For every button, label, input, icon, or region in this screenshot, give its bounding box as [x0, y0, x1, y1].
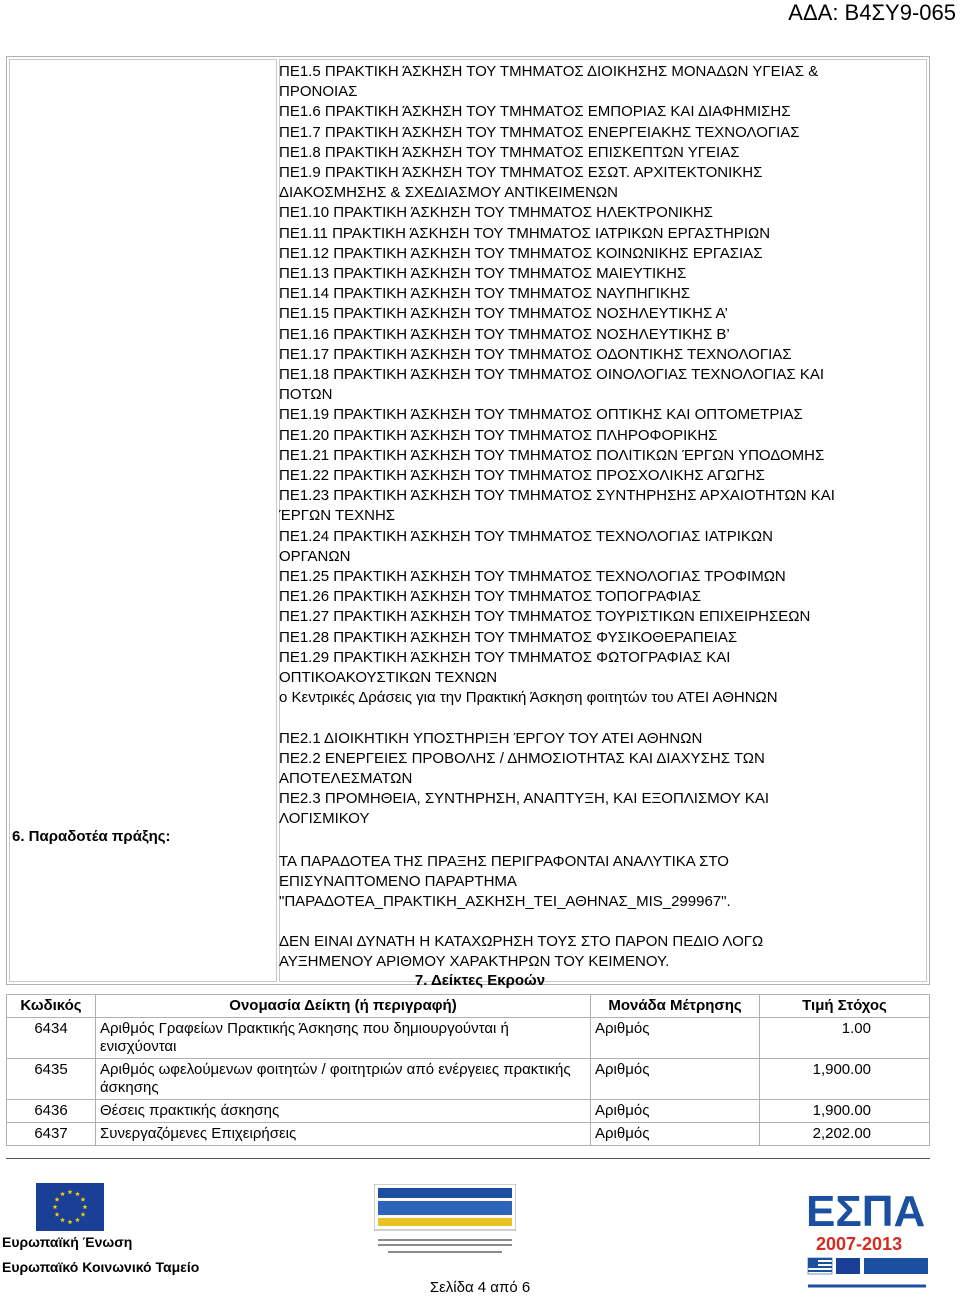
indicator-code: 6435 [7, 1059, 96, 1100]
col-name: Ονομασία Δείκτη (ή περιγραφή) [96, 995, 591, 1018]
deliverable-line: ΛΟΓΙΣΜΙΚΟΥ [279, 810, 370, 828]
indicator-code: 6436 [7, 1100, 96, 1123]
deliverable-line: ΠΕ1.8 ΠΡΑΚΤΙΚΗ ΆΣΚΗΣΗ ΤΟΥ ΤΜΗΜΑΤΟΣ ΕΠΙΣΚΕΠΤΩΝ ΥΓΕΙΑΣ [279, 143, 740, 161]
deliverable-line: ΠΕ1.14 ΠΡΑΚΤΙΚΗ ΆΣΚΗΣΗ ΤΟΥ ΤΜΗΜΑΤΟΣ ΝΑΥΠΗΓΙΚΗΣ [279, 285, 691, 303]
deliverable-line: ΠΕ1.11 ΠΡΑΚΤΙΚΗ ΆΣΚΗΣΗ ΤΟΥ ΤΜΗΜΑΤΟΣ ΙΑΤΡΙΚΩΝ ΕΡΓΑΣΤΗΡΙΩΝ [279, 224, 771, 242]
deliverable-line: ΠΕ1.15 ΠΡΑΚΤΙΚΗ ΆΣΚΗΣΗ ΤΟΥ ΤΜΗΜΑΤΟΣ ΝΟΣΗΛΕΥΤΙΚΗΣ Α’ [279, 305, 728, 323]
deliverable-line: ΠΟΤΩΝ [279, 386, 333, 404]
section-6-label: 6. Παραδοτέα πράξης: [12, 828, 171, 845]
deliverable-line: ΠΕ1.20 ΠΡΑΚΤΙΚΗ ΆΣΚΗΣΗ ΤΟΥ ΤΜΗΜΑΤΟΣ ΠΛΗΡΟΦΟΡΙΚΗΣ [279, 426, 718, 444]
deliverable-line: ΠΕ2.3 ΠΡΟΜΗΘΕΙΑ, ΣΥΝΤΗΡΗΣΗ, ΑΝΑΠΤΥΞΗ, ΚΑΙ ΕΞΟΠΛΙΣΜΟΥ ΚΑΙ [279, 790, 769, 808]
eu-union-label: Ευρωπαϊκή Ένωση [2, 1234, 133, 1250]
table-row [7, 1059, 930, 1100]
pe1-list [279, 62, 924, 709]
page-number: Σελίδα 4 από 6 [429, 1279, 531, 1296]
indicator-unit: Αριθμός [591, 1018, 760, 1059]
deliverable-line: ΠΕ2.1 ΔΙΟΙΚΗΤΙΚΗ ΥΠΟΣΤΗΡΙΞΗ ΈΡΓΟΥ ΤΟΥ ΑΤΕΙ ΑΘΗΝΩΝ [279, 729, 703, 747]
operational-programme-logo [374, 1184, 516, 1258]
indicator-name: Αριθμός ωφελούμενων φοιτητών / φοιτητριών από ενέργειες πρακτικής άσκησης [96, 1059, 591, 1100]
footer-divider [6, 1158, 930, 1159]
indicator-name: Θέσεις πρακτικής άσκησης [96, 1100, 591, 1123]
pe2-list [279, 729, 924, 830]
deliverable-line: ο Κεντρικές Δράσεις για την Πρακτική Άσκηση φοιτητών του ΑΤΕΙ ΑΘΗΝΩΝ [279, 689, 778, 707]
deliverable-line: ΠΕ1.19 ΠΡΑΚΤΙΚΗ ΆΣΚΗΣΗ ΤΟΥ ΤΜΗΜΑΤΟΣ ΟΠΤΙΚΗΣ ΚΑΙ ΟΠΤΟΜΕΤΡΙΑΣ [279, 406, 803, 424]
indicator-target: 1.00 [760, 1018, 930, 1059]
deliverable-line: ΔΙΑΚΟΣΜΗΣΗΣ & ΣΧΕΔΙΑΣΜΟΥ ΑΝΤΙΚΕΙΜΕΝΩΝ [279, 184, 618, 202]
deliverable-line: ΠΕ1.17 ΠΡΑΚΤΙΚΗ ΆΣΚΗΣΗ ΤΟΥ ΤΜΗΜΑΤΟΣ ΟΔΟΝΤΙΚΗΣ ΤΕΧΝΟΛΟΓΙΑΣ [279, 345, 792, 363]
deliverable-line: ΠΡΟΝΟΙΑΣ [279, 83, 358, 101]
deliverable-line: ΠΕ1.9 ΠΡΑΚΤΙΚΗ ΆΣΚΗΣΗ ΤΟΥ ΤΜΗΜΑΤΟΣ ΕΣΩΤ. ΑΡΧΙΤΕΚΤΟΝΙΚΗΣ [279, 164, 763, 182]
table-header-row [7, 995, 930, 1018]
output-indicators-table [6, 994, 930, 1146]
section-7-title: 7. Δείκτες Εκροών [414, 972, 546, 989]
deliverable-line: ΠΕ1.21 ΠΡΑΚΤΙΚΗ ΆΣΚΗΣΗ ΤΟΥ ΤΜΗΜΑΤΟΣ ΠΟΛΙΤΙΚΩΝ ΈΡΓΩΝ ΥΠΟΔΟΜΗΣ [279, 446, 825, 464]
deliverable-line: ΠΕ1.26 ΠΡΑΚΤΙΚΗ ΆΣΚΗΣΗ ΤΟΥ ΤΜΗΜΑΤΟΣ ΤΟΠΟΓΡΑΦΙΑΣ [279, 588, 702, 606]
deliverable-line: ΠΕ1.18 ΠΡΑΚΤΙΚΗ ΆΣΚΗΣΗ ΤΟΥ ΤΜΗΜΑΤΟΣ ΟΙΝΟΛΟΓΙΑΣ ΤΕΧΝΟΛΟΓΙΑΣ ΚΑΙ [279, 366, 825, 384]
warning-line: ΔΕΝ ΕΙΝΑΙ ΔΥΝΑΤΗ Η ΚΑΤΑΧΩΡΗΣΗ ΤΟΥΣ ΣΤΟ ΠΑΡΟΝ ΠΕΔΙΟ ΛΟΓΩ [279, 933, 764, 951]
eu-social-fund-label: Ευρωπαϊκό Κοινωνικό Ταμείο [2, 1259, 200, 1275]
deliverable-line: ΑΠΟΤΕΛΕΣΜΑΤΩΝ [279, 769, 413, 787]
indicator-name: Συνεργαζόμενες Επιχειρήσεις [96, 1123, 591, 1146]
deliverable-line: ΠΕ2.2 ΕΝΕΡΓΕΙΕΣ ΠΡΟΒΟΛΗΣ / ΔΗΜΟΣΙΟΤΗΤΑΣ ΚΑΙ ΔΙΑΧΥΣΗΣ ΤΩΝ [279, 749, 765, 767]
deliverable-line: ΠΕ1.16 ΠΡΑΚΤΙΚΗ ΆΣΚΗΣΗ ΤΟΥ ΤΜΗΜΑΤΟΣ ΝΟΣΗΛΕΥΤΙΚΗΣ Β’ [279, 325, 730, 343]
indicator-code: 6434 [7, 1018, 96, 1059]
deliverable-line: ΟΠΤΙΚΟΑΚΟΥΣΤΙΚΩΝ ΤΕΧΝΩΝ [279, 669, 498, 687]
deliverables-content [279, 62, 924, 973]
table-row [7, 1018, 930, 1059]
warning-line: ΑΥΞΗΜΕΝΟΥ ΑΡΙΘΜΟΥ ΧΑΡΑΚΤΗΡΩΝ ΤΟΥ ΚΕΙΜΕΝΟΥ. [279, 953, 670, 971]
deliverable-line: ΠΕ1.5 ΠΡΑΚΤΙΚΗ ΆΣΚΗΣΗ ΤΟΥ ΤΜΗΜΑΤΟΣ ΔΙΟΙΚΗΣΗΣ ΜΟΝΑΔΩΝ ΥΓΕΙΑΣ & [279, 63, 819, 80]
indicator-target: 1,900.00 [760, 1100, 930, 1123]
col-unit: Μονάδα Μέτρησης [591, 995, 760, 1018]
annex-note-line: ΤΑ ΠΑΡΑΔΟΤΕΑ ΤΗΣ ΠΡΑΞΗΣ ΠΕΡΙΓΡΑΦΟΝΤΑΙ ΑΝΑΛΥΤΙΚΑ ΣΤΟ [279, 852, 729, 870]
col-target: Τιμή Στόχος [760, 995, 930, 1018]
deliverable-line: ΠΕ1.7 ΠΡΑΚΤΙΚΗ ΆΣΚΗΣΗ ΤΟΥ ΤΜΗΜΑΤΟΣ ΕΝΕΡΓΕΙΑΚΗΣ ΤΕΧΝΟΛΟΓΙΑΣ [279, 123, 800, 141]
deliverable-line: ΠΕ1.22 ΠΡΑΚΤΙΚΗ ΆΣΚΗΣΗ ΤΟΥ ΤΜΗΜΑΤΟΣ ΠΡΟΣΧΟΛΙΚΗΣ ΑΓΩΓΗΣ [279, 467, 765, 485]
col-code: Κωδικός [7, 995, 96, 1018]
deliverable-line: ΈΡΓΩΝ ΤΕΧΝΗΣ [279, 507, 396, 525]
deliverable-line: ΠΕ1.12 ΠΡΑΚΤΙΚΗ ΆΣΚΗΣΗ ΤΟΥ ΤΜΗΜΑΤΟΣ ΚΟΙΝΩΝΙΚΗΣ ΕΡΓΑΣΙΑΣ [279, 244, 763, 262]
deliverable-line: ΠΕ1.23 ΠΡΑΚΤΙΚΗ ΆΣΚΗΣΗ ΤΟΥ ΤΜΗΜΑΤΟΣ ΣΥΝΤΗΡΗΣΗΣ ΑΡΧΑΙΟΤΗΤΩΝ ΚΑΙ [279, 487, 835, 505]
indicator-unit: Αριθμός [591, 1100, 760, 1123]
indicator-target: 2,202.00 [760, 1123, 930, 1146]
annex-note-line: "ΠΑΡΑΔΟΤΕΑ_ΠΡΑΚΤΙΚΗ_ΑΣΚΗΣΗ_ΤΕΙ_ΑΘΗΝΑΣ_MIS_299967". [279, 892, 731, 910]
deliverable-line: ΠΕ1.29 ΠΡΑΚΤΙΚΗ ΆΣΚΗΣΗ ΤΟΥ ΤΜΗΜΑΤΟΣ ΦΩΤΟΓΡΑΦΙΑΣ ΚΑΙ [279, 648, 731, 666]
indicator-unit: Αριθμός [591, 1123, 760, 1146]
eu-flag-logo [36, 1183, 104, 1231]
espa-logo-wordmark: ΕΣΠΑ [806, 1187, 926, 1236]
indicator-code: 6437 [7, 1123, 96, 1146]
indicator-target: 1,900.00 [760, 1059, 930, 1100]
ada-code: ΑΔΑ: Β4ΣΥ9-065 [788, 0, 956, 25]
warning-note [279, 932, 924, 972]
deliverable-line: ΠΕ1.10 ΠΡΑΚΤΙΚΗ ΆΣΚΗΣΗ ΤΟΥ ΤΜΗΜΑΤΟΣ ΗΛΕΚΤΡΟΝΙΚΗΣ [279, 204, 713, 222]
deliverable-line: ΟΡΓΑΝΩΝ [279, 547, 351, 565]
deliverable-line: ΠΕ1.13 ΠΡΑΚΤΙΚΗ ΆΣΚΗΣΗ ΤΟΥ ΤΜΗΜΑΤΟΣ ΜΑΙΕΥΤΙΚΗΣ [279, 265, 687, 283]
deliverable-line: ΠΕ1.24 ΠΡΑΚΤΙΚΗ ΆΣΚΗΣΗ ΤΟΥ ΤΜΗΜΑΤΟΣ ΤΕΧΝΟΛΟΓΙΑΣ ΙΑΤΡΙΚΩΝ [279, 527, 773, 545]
deliverable-line: ΠΕ1.25 ΠΡΑΚΤΙΚΗ ΆΣΚΗΣΗ ΤΟΥ ΤΜΗΜΑΤΟΣ ΤΕΧΝΟΛΟΓΙΑΣ ΤΡΟΦΙΜΩΝ [279, 568, 786, 586]
annex-note [279, 852, 924, 913]
indicator-name: Αριθμός Γραφείων Πρακτικής Άσκησης που δημιουργούνται ή ενισχύονται [96, 1018, 591, 1059]
deliverable-line: ΠΕ1.28 ΠΡΑΚΤΙΚΗ ΆΣΚΗΣΗ ΤΟΥ ΤΜΗΜΑΤΟΣ ΦΥΣΙΚΟΘΕΡΑΠΕΙΑΣ [279, 628, 738, 646]
indicator-unit: Αριθμός [591, 1059, 760, 1100]
table-row [7, 1100, 930, 1123]
table-row [7, 1123, 930, 1146]
espa-logo-years: 2007-2013 [816, 1234, 903, 1254]
deliverable-line: ΠΕ1.6 ΠΡΑΚΤΙΚΗ ΆΣΚΗΣΗ ΤΟΥ ΤΜΗΜΑΤΟΣ ΕΜΠΟΡΙΑΣ ΚΑΙ ΔΙΑΦΗΜΙΣΗΣ [279, 103, 791, 121]
deliverable-line: ΠΕ1.27 ΠΡΑΚΤΙΚΗ ΆΣΚΗΣΗ ΤΟΥ ΤΜΗΜΑΤΟΣ ΤΟΥΡΙΣΤΙΚΩΝ ΕΠΙΧΕΙΡΗΣΕΩΝ [279, 608, 811, 626]
annex-note-line: ΕΠΙΣΥΝΑΠΤΟΜΕΝΟ ΠΑΡΑΡΤΗΜΑ [279, 872, 517, 890]
